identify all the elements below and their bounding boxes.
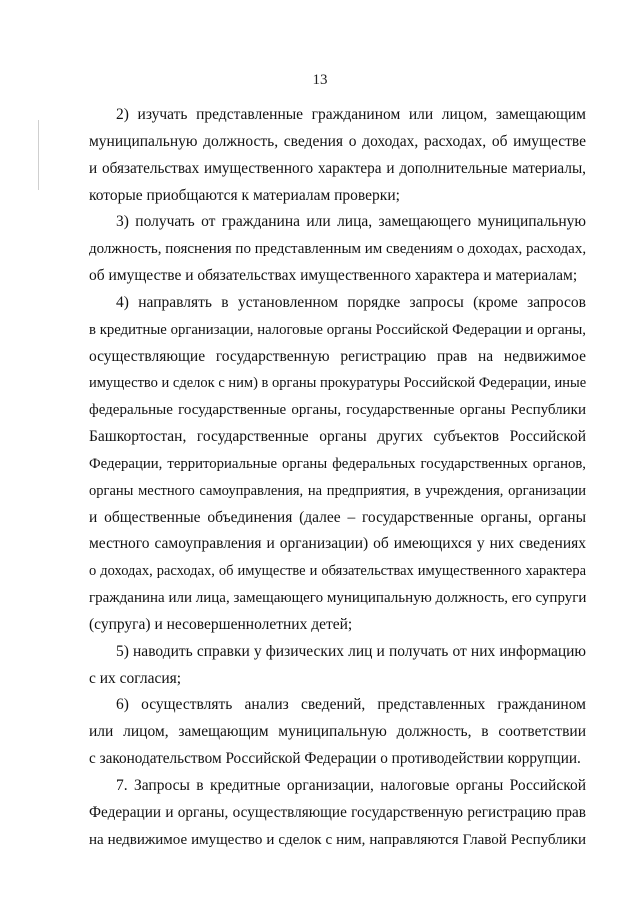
paragraph-3-line: федеральные государственные органы, государственные органы Республики: [89, 402, 586, 418]
paragraph-3-line: 4) направлять в установленном порядке запросы (кроме запросов: [116, 294, 586, 311]
paragraph-4-line: 5) наводить справки у физических лиц и получать от них информацию: [116, 643, 586, 660]
paragraph-4-line: с их согласия;: [89, 670, 182, 687]
paragraph-2-line: 3) получать от гражданина или лица, замещающего муниципальную: [116, 213, 586, 230]
paragraph-3-line: органы местного самоуправления, на предприятия, в учреждения, организации: [89, 483, 586, 499]
paragraph-2-line: об имуществе и обязательствах имущественного характера и материалам;: [89, 267, 578, 284]
page-number: 13: [312, 72, 328, 88]
paragraph-1-line: и обязательствах имущественного характера и дополнительные материалы,: [89, 160, 586, 177]
paragraph-3-line: местного самоуправления и организации) об имеющихся у них сведениях: [89, 535, 586, 552]
paragraph-3-line: в кредитные организации, налоговые органы Российской Федерации и органы,: [89, 322, 586, 338]
paragraph-3-line: о доходах, расходах, об имуществе и обязательствах имущественного характера: [89, 563, 586, 579]
paragraph-5-line: 6) осуществлять анализ сведений, представленных гражданином: [116, 696, 586, 713]
paragraph-3-line: и общественные объединения (далее – государственные органы, органы: [89, 509, 586, 526]
paragraph-3-line: Башкортостан, государственные органы других субъектов Российской: [89, 428, 586, 445]
paragraph-1-line: которые приобщаются к материалам проверки;: [89, 187, 400, 204]
paragraph-2-line: должность, пояснения по представленным им сведениям о доходах, расходах,: [89, 241, 587, 257]
paragraph-3-line: Федерации, территориальные органы федеральных государственных органов,: [89, 456, 586, 472]
paragraph-3-line: гражданина или лица, замещающего муниципальную должность, его супруги: [89, 590, 587, 606]
paragraph-1-line: 2) изучать представленные гражданином или лицом, замещающим: [116, 106, 586, 123]
paragraph-6-line: Федерации и органы, осуществляющие государственную регистрацию прав: [89, 804, 586, 821]
paragraph-6-line: 7. Запросы в кредитные организации, налоговые органы Российской: [116, 777, 586, 794]
paragraph-6-line: на недвижимое имущество и сделок с ним, направляются Главой Республики: [89, 832, 586, 848]
paragraph-1-line: муниципальную должность, сведения о доходах, расходах, об имуществе: [89, 133, 586, 150]
paragraph-5-line: с законодательством Российской Федерации о противодействии коррупции.: [89, 750, 581, 767]
scan-margin-mark: [38, 120, 39, 190]
paragraph-5-line: или лицом, замещающим муниципальную должность, в соответствии: [89, 723, 586, 740]
paragraph-3-line: (супруга) и несовершеннолетних детей;: [89, 616, 353, 633]
paragraph-3-line: имущество и сделок с ним) в органы прокуратуры Российской Федерации, иные: [89, 375, 587, 391]
paragraph-3-line: осуществляющие государственную регистрацию прав на недвижимое: [89, 348, 586, 365]
